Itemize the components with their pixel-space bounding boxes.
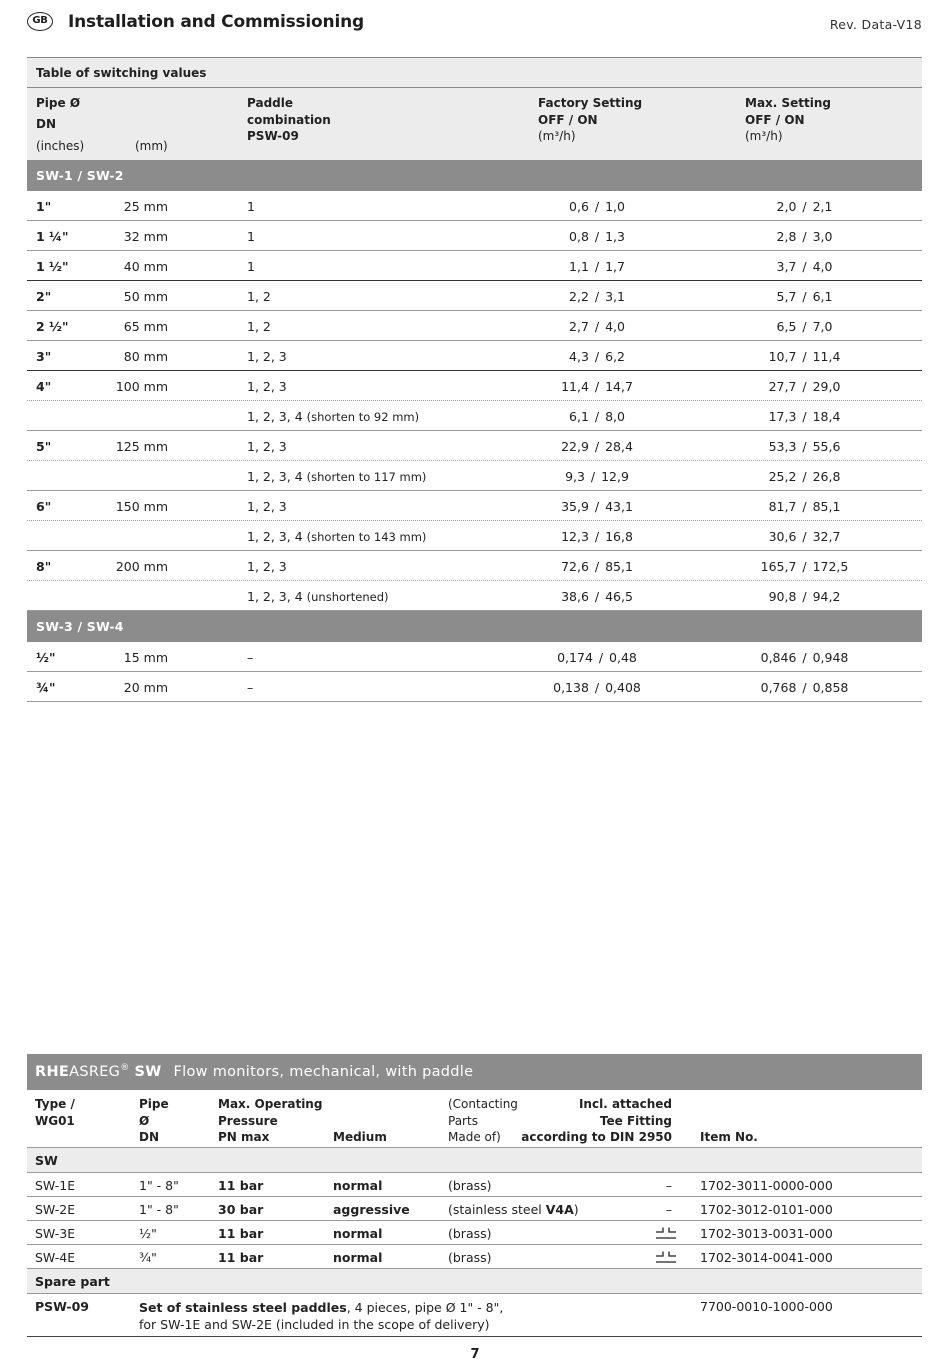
spare-part-row	[27, 1294, 922, 1337]
product-row	[27, 1197, 922, 1221]
table-row	[27, 551, 922, 581]
factory-setting: 9,3 / 12,9	[565, 469, 629, 484]
paddle-combination: 1	[247, 199, 255, 214]
product-row	[27, 1221, 922, 1245]
header-contacting-parts: (Contacting Parts Made of)	[448, 1097, 518, 1144]
pipe-dn: ½"	[139, 1226, 157, 1241]
revision-label: Rev. Data-V18	[829, 17, 922, 32]
product-row	[27, 1245, 922, 1269]
type: SW-3E	[35, 1226, 76, 1241]
pipe-inches: 1"	[36, 199, 52, 214]
paddle-note: (shorten to 92 mm)	[306, 410, 420, 424]
pipe-mm: 20 mm	[123, 680, 168, 695]
contacting-parts: (brass)	[448, 1226, 492, 1241]
max-setting: 0,768 / 0,858	[760, 680, 849, 695]
switching-values-table	[27, 57, 922, 702]
pipe-mm: 25 mm	[123, 199, 168, 214]
spare-description: Set of stainless steel paddles, 4 pieces, pipe Ø 1" - 8", for SW-1E and SW-2E (included in the scope of delivery)	[139, 1300, 504, 1332]
factory-setting: 22,9 / 28,4	[561, 439, 633, 454]
table-row	[27, 461, 922, 491]
medium: normal	[333, 1178, 383, 1193]
paddle-combination: 1, 2, 3	[247, 349, 287, 364]
factory-setting: 12,3 / 16,8	[561, 529, 633, 544]
contacting-parts: (stainless steel V4A)	[448, 1202, 579, 1217]
max-setting: 3,7 / 4,0	[776, 259, 833, 274]
section-spare-part: Spare part	[27, 1269, 922, 1294]
max-setting: 27,7 / 29,0	[768, 379, 841, 394]
brand-bold: RHE	[35, 1063, 70, 1080]
factory-setting: 0,174 / 0,48	[557, 650, 637, 665]
pipe-dn: 1" - 8"	[139, 1202, 179, 1217]
paddle-combination: 1, 2, 3, 4 (unshortened)	[247, 589, 389, 604]
pipe-mm: 15 mm	[123, 650, 168, 665]
pipe-inches: 6"	[36, 499, 52, 514]
paddle-combination: 1, 2, 3, 4 (shorten to 92 mm)	[247, 409, 420, 424]
section-sw: SW	[27, 1148, 922, 1173]
paddle-combination: 1	[247, 259, 255, 274]
pipe-mm: 100 mm	[115, 379, 168, 394]
pipe-mm: 40 mm	[123, 259, 168, 274]
max-setting: 25,2 / 26,8	[768, 469, 841, 484]
table-row	[27, 401, 922, 431]
max-setting: 165,7 / 172,5	[760, 559, 849, 574]
header-pipe-dn: Pipe Ø DN	[139, 1097, 169, 1144]
table-row	[27, 311, 922, 341]
model-name: SW	[134, 1063, 162, 1080]
table-row	[27, 191, 922, 221]
factory-setting: 0,8 / 1,3	[569, 229, 625, 244]
page-title: Installation and Commissioning	[68, 12, 364, 32]
factory-setting: 6,1 / 8,0	[569, 409, 625, 424]
item-number: 1702-3014-0041-000	[700, 1250, 833, 1265]
tee-fitting: –	[665, 1202, 672, 1217]
paddle-note: (shorten to 143 mm)	[306, 530, 427, 544]
pipe-inches: 2 ½"	[36, 319, 69, 334]
factory-setting: 4,3 / 6,2	[569, 349, 625, 364]
pipe-mm: 50 mm	[123, 289, 168, 304]
max-setting: 81,7 / 85,1	[768, 499, 841, 514]
brand-rest: ASREG	[69, 1063, 121, 1080]
table-row	[27, 521, 922, 551]
table-row	[27, 341, 922, 371]
group-header: SW-1 / SW-2	[27, 160, 922, 191]
item-number: 1702-3013-0031-000	[700, 1226, 833, 1241]
country-badge: GB	[27, 12, 53, 31]
product-table	[27, 1054, 922, 1337]
max-setting: 90,8 / 94,2	[768, 589, 841, 604]
max-setting: 5,7 / 6,1	[776, 289, 833, 304]
max-setting: 30,6 / 32,7	[768, 529, 841, 544]
table-row	[27, 251, 922, 281]
max-setting: 2,0 / 2,1	[776, 199, 833, 214]
max-setting: 17,3 / 18,4	[768, 409, 841, 424]
paddle-combination: –	[247, 650, 254, 665]
page-number: 7	[470, 1347, 480, 1362]
header-tee-fitting: Incl. attached Tee Fitting according to DIN 2950	[521, 1097, 672, 1144]
page-header	[27, 10, 922, 38]
paddle-combination: 1, 2, 3, 4 (shorten to 143 mm)	[247, 529, 427, 544]
pipe-inches: 3"	[36, 349, 52, 364]
pipe-dn: ¾"	[139, 1250, 157, 1265]
item-number: 1702-3011-0000-000	[700, 1178, 833, 1193]
table-row	[27, 281, 922, 311]
product-row	[27, 1173, 922, 1197]
header-mm: (mm)	[135, 139, 168, 153]
paddle-note: (shorten to 117 mm)	[306, 470, 427, 484]
pressure: 30 bar	[218, 1202, 264, 1217]
tee-fitting-icon	[655, 1251, 677, 1264]
paddle-combination: 1, 2, 3	[247, 439, 287, 454]
factory-setting: 38,6 / 46,5	[561, 589, 633, 604]
pipe-mm: 80 mm	[123, 349, 168, 364]
pipe-inches: 4"	[36, 379, 52, 394]
paddle-note: (unshortened)	[306, 590, 389, 604]
factory-setting: 35,9 / 43,1	[561, 499, 633, 514]
max-setting: 53,3 / 55,6	[768, 439, 841, 454]
paddle-combination: 1, 2, 3	[247, 499, 287, 514]
max-setting: 6,5 / 7,0	[776, 319, 833, 334]
table-row	[27, 491, 922, 521]
type: SW-2E	[35, 1202, 76, 1217]
group-header: SW-3 / SW-4	[27, 611, 922, 642]
header-paddle: Paddle combination PSW-09	[247, 96, 331, 143]
factory-setting: 1,1 / 1,7	[569, 259, 625, 274]
paddle-combination: –	[247, 680, 254, 695]
tee-fitting: –	[665, 1178, 672, 1193]
pipe-mm: 32 mm	[123, 229, 168, 244]
table-row	[27, 371, 922, 401]
header-inches: (inches)	[36, 139, 85, 153]
table-row	[27, 642, 922, 672]
max-setting: 0,846 / 0,948	[760, 650, 849, 665]
spare-type: PSW-09	[35, 1299, 89, 1314]
product-rows	[27, 1173, 922, 1269]
table-row	[27, 221, 922, 251]
paddle-combination: 1, 2, 3	[247, 379, 287, 394]
paddle-combination: 1, 2, 3, 4 (shorten to 117 mm)	[247, 469, 427, 484]
factory-setting: 0,6 / 1,0	[569, 199, 625, 214]
contacting-parts: (brass)	[448, 1250, 492, 1265]
item-number: 1702-3012-0101-000	[700, 1202, 833, 1217]
header-max-setting: Max. Setting OFF / ON (m³/h)	[745, 96, 832, 143]
table-row	[27, 431, 922, 461]
pipe-inches: 2"	[36, 289, 52, 304]
pipe-inches: ¾"	[36, 680, 56, 695]
pressure: 11 bar	[218, 1178, 264, 1193]
header-type: Type / WG01	[35, 1097, 75, 1128]
registered-mark: ®	[120, 1063, 130, 1073]
table-header	[27, 88, 922, 160]
pipe-inches: ½"	[36, 650, 56, 665]
pipe-inches: 1 ½"	[36, 259, 69, 274]
pipe-inches: 5"	[36, 439, 52, 454]
tee-fitting-icon	[655, 1227, 677, 1240]
max-setting: 2,8 / 3,0	[776, 229, 833, 244]
pressure: 11 bar	[218, 1226, 264, 1241]
pipe-inches: 1 ¼"	[36, 229, 69, 244]
header-pressure: Max. Operating Pressure PN max	[218, 1097, 323, 1144]
medium: normal	[333, 1226, 383, 1241]
factory-setting: 11,4 / 14,7	[561, 379, 633, 394]
product-title-bar	[27, 1054, 922, 1090]
type: SW-4E	[35, 1250, 76, 1265]
pressure: 11 bar	[218, 1250, 264, 1265]
spare-item-no: 7700-0010-1000-000	[700, 1299, 833, 1314]
table-body	[27, 160, 922, 702]
contacting-parts: (brass)	[448, 1178, 492, 1193]
header-item-no: Item No.	[700, 1130, 758, 1144]
header-pipe: Pipe Ø DN	[36, 96, 81, 131]
table-row	[27, 581, 922, 611]
header-medium: Medium	[333, 1130, 387, 1144]
paddle-combination: 1, 2	[247, 319, 271, 334]
product-table-header	[27, 1090, 922, 1148]
table-caption: Table of switching values	[27, 57, 922, 88]
paddle-combination: 1	[247, 229, 255, 244]
paddle-combination: 1, 2, 3	[247, 559, 287, 574]
factory-setting: 2,7 / 4,0	[569, 319, 625, 334]
table-row	[27, 672, 922, 702]
pipe-inches: 8"	[36, 559, 52, 574]
pipe-mm: 125 mm	[115, 439, 168, 454]
factory-setting: 0,138 / 0,408	[553, 680, 641, 695]
pipe-dn: 1" - 8"	[139, 1178, 179, 1193]
type: SW-1E	[35, 1178, 76, 1193]
pipe-mm: 65 mm	[123, 319, 168, 334]
factory-setting: 2,2 / 3,1	[569, 289, 625, 304]
factory-setting: 72,6 / 85,1	[561, 559, 633, 574]
product-description: Flow monitors, mechanical, with paddle	[173, 1063, 474, 1080]
paddle-combination: 1, 2	[247, 289, 271, 304]
pipe-mm: 150 mm	[115, 499, 168, 514]
header-factory-setting: Factory Setting OFF / ON (m³/h)	[538, 96, 643, 143]
pipe-mm: 200 mm	[115, 559, 168, 574]
medium: normal	[333, 1250, 383, 1265]
medium: aggressive	[333, 1202, 410, 1217]
max-setting: 10,7 / 11,4	[768, 349, 841, 364]
